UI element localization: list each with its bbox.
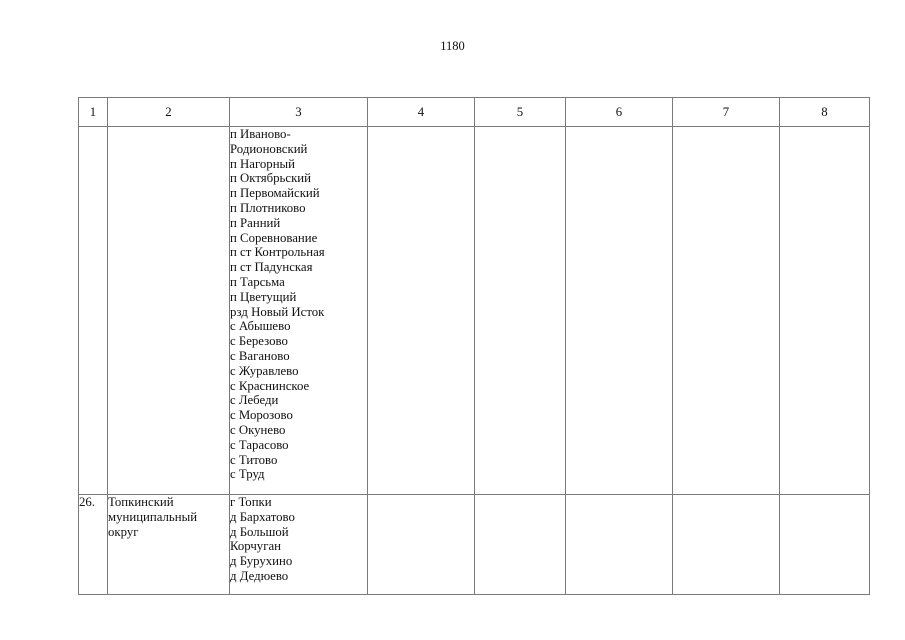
settlement-name: д Бурухино [230,554,293,569]
row-number-cell: 26. [79,495,108,595]
district-cell [108,495,230,595]
column-header-4: 4 [368,98,475,127]
settlement-name: п ст Контрольная [230,245,325,260]
column-header-1: 1 [79,98,108,127]
settlement-name: п Иваново- [230,127,291,141]
column-header-6: 6 [566,98,673,127]
empty-cell-col6 [566,495,673,595]
settlement-name: п Соревнование [230,230,318,245]
settlement-name: с Морозово [230,408,293,423]
settlement-name: с Тарасово [230,437,289,452]
empty-cell-col5 [475,127,566,495]
settlement-name: п Тарсьма [230,274,285,289]
district-name-line: муниципальный [108,509,198,524]
settlement-name: д Бархатово [230,509,295,524]
settlement-name: с Титово [230,452,278,467]
settlement-name: с Березово [230,334,288,349]
settlement-name: с Краснинское [230,378,310,393]
settlement-name: д Большой [230,524,289,539]
settlement-name: с Журавлево [230,363,299,378]
settlement-name: п Октябрьский [230,171,311,186]
settlement-name: с Абышево [230,319,291,334]
empty-cell-col5 [475,495,566,595]
district-cell [108,127,230,495]
settlements-cell [230,127,368,495]
settlement-name: с Окунево [230,422,286,437]
settlement-name: Корчуган [230,539,281,554]
table-row [79,495,870,595]
column-header-5: 5 [475,98,566,127]
empty-cell-col8 [780,127,870,495]
settlement-name: рзд Новый Исток [230,304,325,319]
empty-cell-col6 [566,127,673,495]
settlement-name: Родионовский [230,141,308,156]
settlements-table [78,97,870,595]
settlement-name: д Дедюево [230,568,289,583]
settlement-name: п ст Падунская [230,260,313,275]
settlement-name: п Плотниково [230,200,306,215]
column-header-7: 7 [673,98,780,127]
settlement-name: с Лебеди [230,393,279,408]
empty-cell-col8 [780,495,870,595]
district-name-line: округ [108,524,139,539]
column-header-3: 3 [230,98,368,127]
column-header-8: 8 [780,98,870,127]
settlement-name: п Нагорный [230,156,295,171]
settlement-name: г Топки [230,495,272,509]
column-header-2: 2 [108,98,230,127]
table-header-row [79,98,870,127]
district-name-line: Топкинский [108,495,174,509]
empty-cell-col4 [368,495,475,595]
table-row [79,127,870,495]
page-number: 1180 [440,39,465,53]
settlement-name: с Труд [230,467,265,482]
settlement-name: с Ваганово [230,348,290,363]
row-number-cell [79,127,108,495]
empty-cell-col7 [673,127,780,495]
settlement-name: п Первомайский [230,186,320,201]
settlement-name: п Цветущий [230,289,297,304]
empty-cell-col4 [368,127,475,495]
settlements-cell [230,495,368,595]
settlement-name: п Ранний [230,215,281,230]
empty-cell-col7 [673,495,780,595]
